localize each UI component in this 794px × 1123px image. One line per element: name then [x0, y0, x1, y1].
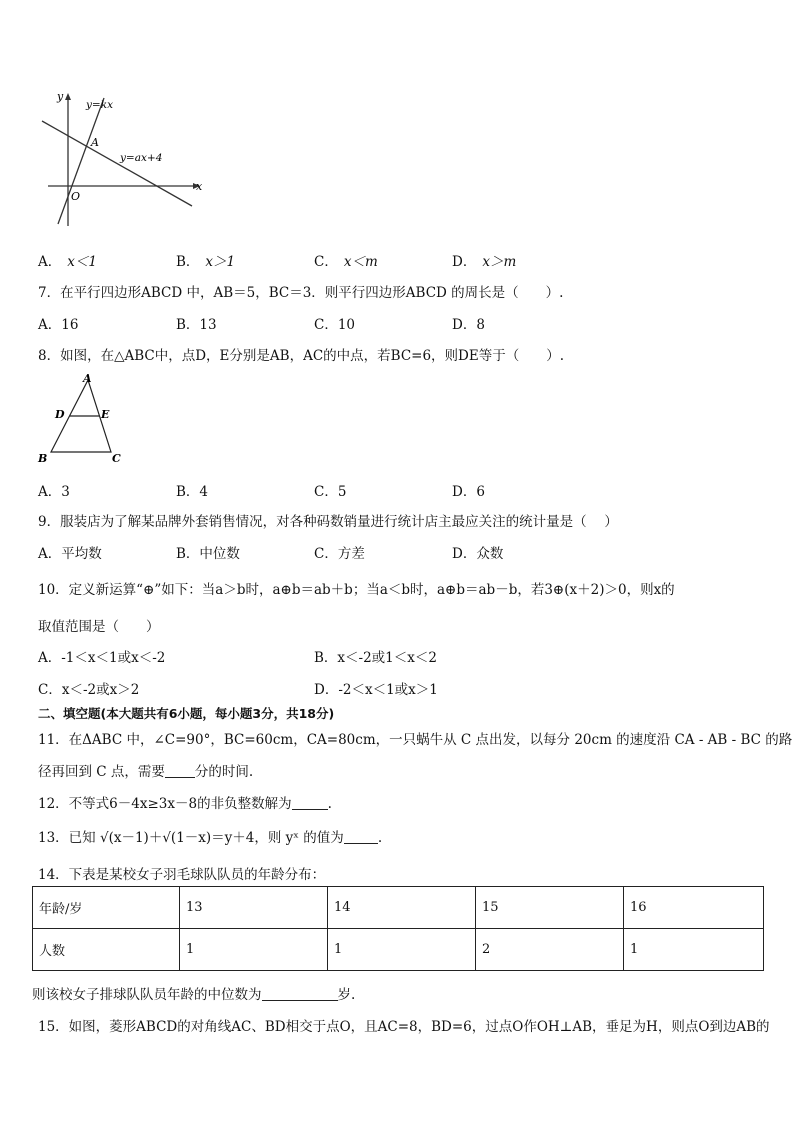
- table-cell: 14: [328, 887, 476, 929]
- q7-option-c: C．10: [314, 317, 356, 333]
- q11-line2-end: 分的时间.: [194, 764, 254, 780]
- table-cell: 1: [328, 929, 476, 971]
- table-cell: 1: [624, 929, 764, 971]
- x-label: x: [196, 180, 203, 193]
- line1-label: y=kx: [86, 99, 114, 111]
- q9-options: [38, 542, 738, 562]
- table-cell: 年龄/岁: [33, 887, 180, 929]
- q7-option-b: B．13: [176, 317, 217, 333]
- q10-options-row2: [38, 678, 738, 698]
- y-axis-arrow: [65, 93, 71, 100]
- line-y-ax4: [42, 121, 192, 206]
- table-cell: 人数: [33, 929, 180, 971]
- q13-answer-blank[interactable]: [344, 829, 378, 844]
- q14-after: [32, 983, 355, 1003]
- table-cell: 15: [476, 887, 624, 929]
- q10-option-b: B．x＜-2或1＜x＜2: [314, 650, 437, 666]
- q10-option-d: D．-2＜x＜1或x＞1: [314, 682, 438, 698]
- table-row: [33, 929, 764, 971]
- vertex-b-label: B: [38, 452, 48, 465]
- q13-pre: 13．已知: [38, 830, 96, 846]
- q7-option-d: D．8: [452, 317, 485, 333]
- q8-triangle-figure: [34, 370, 134, 468]
- q11-answer-blank[interactable]: [165, 763, 195, 778]
- q7-text: 7．在平行四边形ABCD 中，AB＝5，BC＝3．则平行四边形ABCD 的周长是（ ）.: [38, 285, 564, 301]
- y-label: y: [57, 90, 64, 103]
- line2-label: y=ax+4: [120, 152, 163, 164]
- table-cell: 13: [180, 887, 328, 929]
- q14-answer-blank[interactable]: [262, 986, 338, 1001]
- q12-text: 12．不等式6－4x≥3x－8的非负整数解为: [38, 796, 292, 812]
- q12: [38, 792, 332, 812]
- origin-label: O: [71, 190, 81, 203]
- q7-option-a: A．16: [38, 317, 79, 333]
- table-cell: 16: [624, 887, 764, 929]
- q13: [38, 826, 382, 846]
- q11-line2: [38, 760, 253, 780]
- q6-figure: [30, 86, 210, 231]
- q10-line1: 10．定义新运算“⊕”如下：当a＞b时，a⊕b＝ab＋b；当a＜b时，a⊕b＝ab－b，若3⊕(x＋2)＞0，则x的: [38, 582, 675, 598]
- q6-option-a: A． x＜1: [38, 254, 97, 270]
- q12-answer-blank[interactable]: [292, 795, 328, 810]
- q8-text: 8．如图，在△ABC中，点D，E分别是AB，AC的中点，若BC=6，则DE等于（ ）.: [38, 348, 565, 364]
- q6-option-c: C． x＜m: [314, 254, 378, 270]
- q15-text: 15．如图，菱形ABCD的对角线AC、BD相交于点O，且AC=8，BD=6，过点O作OH⊥AB，垂足为H，则点O到边AB的: [38, 1019, 770, 1035]
- q7-options: [38, 313, 738, 333]
- q8-option-b: B．4: [176, 484, 209, 500]
- q9-option-c: C．方差: [314, 546, 365, 562]
- q11-line2-start: 径再回到 C 点，需要: [38, 764, 165, 780]
- q8-options: [38, 480, 738, 500]
- q6-option-b: B． x＞1: [176, 254, 236, 270]
- q9-option-d: D．众数: [452, 546, 504, 562]
- point-e-label: E: [101, 408, 110, 421]
- q9-option-b: B．中位数: [176, 546, 240, 562]
- q10-options-row1: [38, 646, 738, 666]
- q11-line1: 11．在ΔABC 中，∠C=90°，BC=60cm，CA=80cm，一只蜗牛从 C 点出发，以每分 20cm 的速度沿 CA - AB - BC 的路: [38, 732, 793, 748]
- q9-option-a: A．平均数: [38, 546, 102, 562]
- vertex-a-label: A: [83, 372, 92, 385]
- q8-option-a: A．3: [38, 484, 70, 500]
- q14-after-pre: 则该校女子排球队队员年龄的中位数为: [32, 987, 262, 1003]
- q12-end: .: [327, 796, 332, 812]
- table-cell: 1: [180, 929, 328, 971]
- section-2-heading: 二、填空题(本大题共有6小题，每小题3分，共18分): [38, 706, 335, 721]
- vertex-c-label: C: [112, 452, 121, 465]
- q10-option-c: C．x＜-2或x＞2: [38, 682, 140, 698]
- point-a-label: A: [91, 136, 99, 149]
- line-y-kx: [58, 98, 104, 224]
- q8-option-d: D．6: [452, 484, 485, 500]
- table-row: [33, 887, 764, 929]
- q13-expression: √(x－1)＋√(1－x)＝y＋4，则 yˣ 的值为: [99, 830, 344, 846]
- q10-line2: 取值范围是（ ）: [38, 619, 160, 635]
- table-cell: 2: [476, 929, 624, 971]
- age-table: [32, 886, 764, 971]
- q14-text: 14．下表是某校女子羽毛球队队员的年龄分布：: [38, 867, 326, 883]
- q9-text: 9．服装店为了解某品牌外套销售情况，对各种码数销量进行统计店主最应关注的统计量是（ ）: [38, 514, 618, 530]
- q14-after-post: 岁.: [337, 987, 356, 1003]
- point-d-label: D: [55, 408, 65, 421]
- q10-option-a: A．-1＜x＜1或x＜-2: [38, 650, 166, 666]
- q8-option-c: C．5: [314, 484, 347, 500]
- q13-end: .: [377, 830, 383, 846]
- q6-option-d: D． x＞m: [452, 254, 517, 270]
- q6-options: [38, 250, 738, 270]
